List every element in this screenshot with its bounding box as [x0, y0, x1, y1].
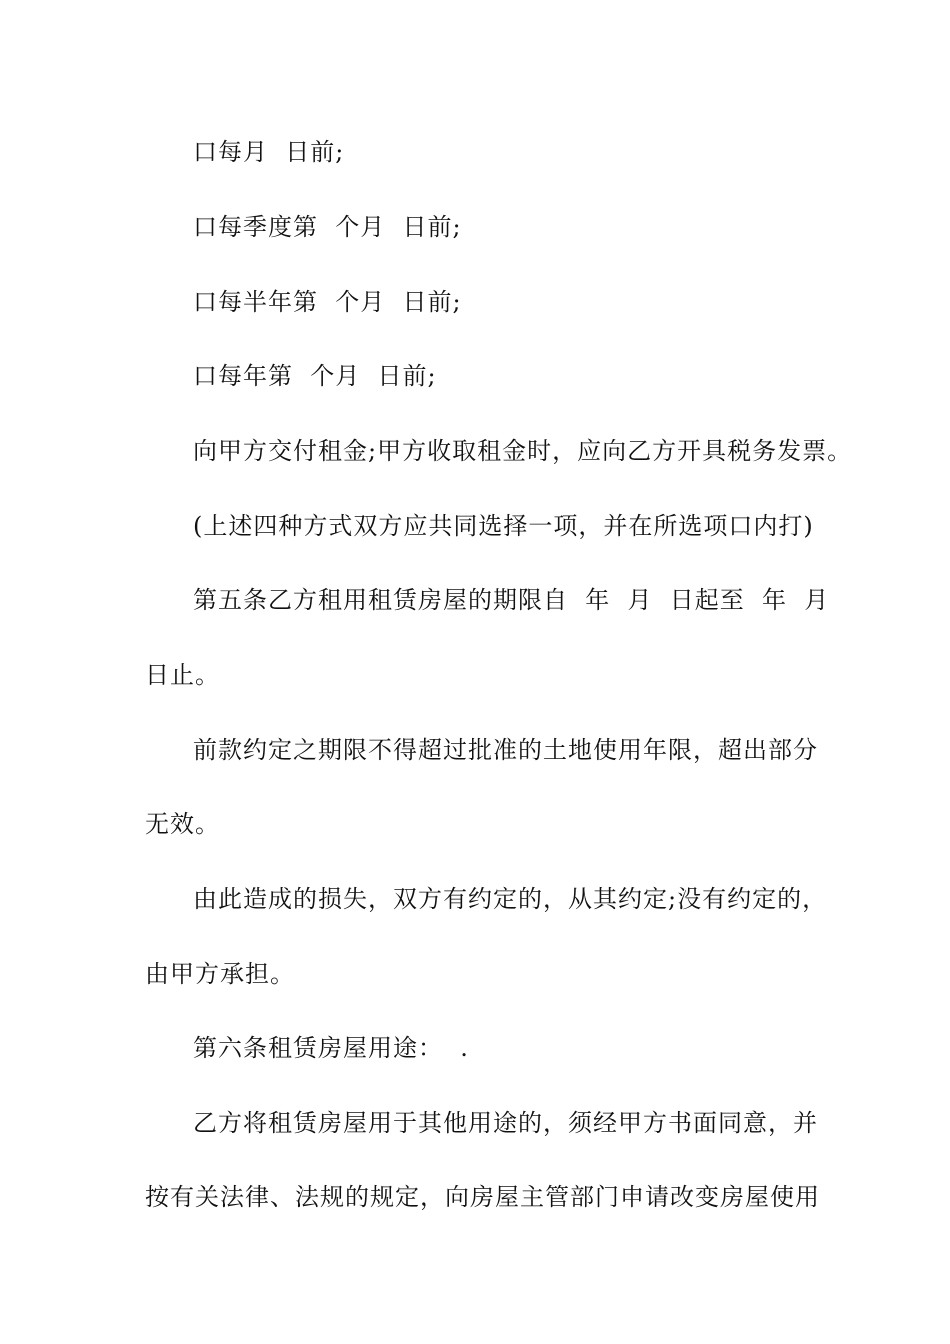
loss-liability-clause: 由此造成的损失，双方有约定的，从其约定;没有约定的，: [193, 885, 828, 913]
article-5-term: 第五条乙方租用租赁房屋的期限自 年 月 日起至 年 月: [193, 586, 830, 614]
payment-option-quarterly: 口每季度第 个月 日前;: [193, 213, 462, 241]
usage-change-clause-continued: 按有关法律、法规的规定，向房屋主管部门申请改变房屋使用: [145, 1183, 820, 1211]
payment-option-monthly: 口每月 日前;: [193, 138, 345, 166]
term-limit-clause: 前款约定之期限不得超过批准的土地使用年限，超出部分: [193, 736, 818, 764]
term-limit-clause-continued: 无效。: [145, 810, 220, 838]
rent-payment-clause: 向甲方交付租金;甲方收取租金时，应向乙方开具税务发票。: [193, 437, 853, 465]
article-5-term-continued: 日止。: [145, 661, 220, 689]
usage-change-clause: 乙方将租赁房屋用于其他用途的，须经甲方书面同意，并: [193, 1109, 818, 1137]
loss-liability-clause-continued: 由甲方承担。: [145, 960, 295, 988]
selection-note: (上述四种方式双方应共同选择一项，并在所选项口内打): [193, 512, 814, 540]
payment-option-semiannual: 口每半年第 个月 日前;: [193, 288, 462, 316]
payment-option-annual: 口每年第 个月 日前;: [193, 362, 437, 390]
article-6-usage: 第六条租赁房屋用途： .: [193, 1034, 469, 1062]
